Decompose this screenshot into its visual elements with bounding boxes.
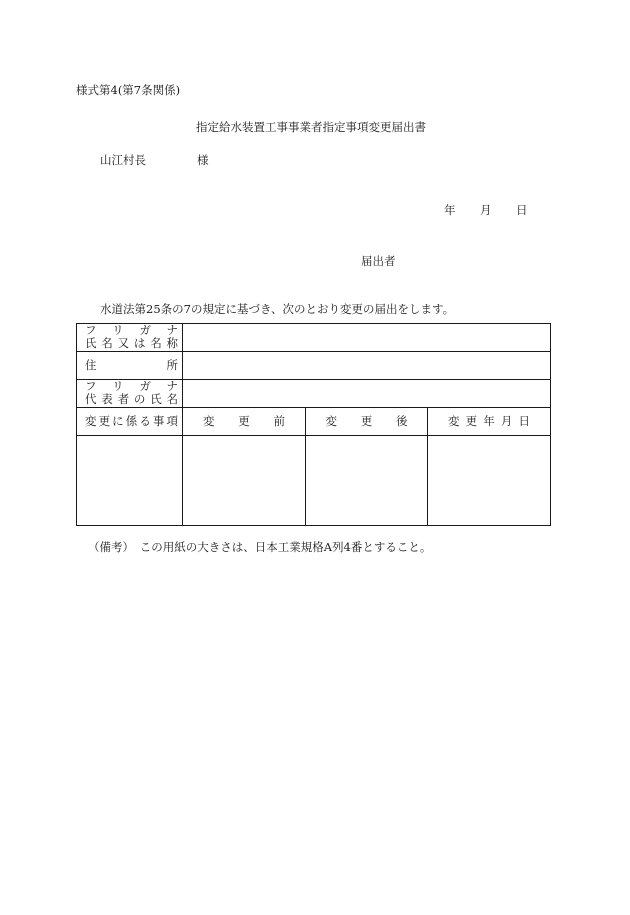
- char: 日: [518, 413, 530, 428]
- document-title: 指定給水装置工事事業者指定事項変更届出書: [196, 120, 426, 134]
- header-after: [306, 408, 428, 436]
- char: 名: [101, 335, 113, 350]
- char: に: [112, 413, 124, 428]
- char: 月: [500, 413, 513, 428]
- char: 係: [125, 413, 138, 428]
- char: フ: [85, 378, 97, 393]
- field-representative[interactable]: [183, 380, 551, 408]
- char: 変: [448, 413, 460, 428]
- row-entry: [77, 436, 551, 526]
- cell-item[interactable]: [77, 436, 183, 526]
- row-representative: [77, 380, 551, 408]
- header-item-text: [85, 415, 178, 429]
- char: 又: [117, 335, 130, 350]
- char: 氏: [150, 391, 162, 406]
- header-before-text: [203, 415, 285, 429]
- char: 名: [150, 335, 162, 350]
- char: リ: [112, 378, 124, 393]
- cell-after[interactable]: [306, 436, 428, 526]
- char: は: [133, 335, 146, 350]
- date-year: 年: [444, 203, 456, 217]
- char: 後: [396, 413, 408, 428]
- char: 者: [117, 391, 130, 406]
- header-before: [183, 408, 306, 436]
- char: 年: [483, 413, 495, 428]
- honorific: 様: [197, 153, 209, 167]
- cell-before[interactable]: [183, 436, 306, 526]
- date-day: 日: [516, 203, 528, 217]
- char: 更: [465, 413, 478, 428]
- char: 項: [166, 413, 178, 428]
- furigana-name: [85, 322, 178, 337]
- char: 更: [98, 413, 111, 428]
- header-date: [428, 408, 551, 436]
- char: 前: [273, 413, 285, 428]
- cell-date[interactable]: [428, 436, 551, 526]
- addressee: 山江村長: [100, 153, 146, 167]
- header-after-text: [326, 415, 408, 429]
- header-item: [77, 408, 183, 436]
- char: リ: [112, 322, 124, 337]
- char: ナ: [166, 378, 178, 393]
- date-line: [444, 205, 528, 217]
- label-name-text: [85, 337, 178, 351]
- notifier-label: 届出者: [361, 254, 396, 268]
- field-address[interactable]: [183, 352, 551, 380]
- label-name: [77, 324, 183, 352]
- char: 更: [360, 413, 373, 428]
- header-date-text: [448, 415, 530, 429]
- field-name[interactable]: [183, 324, 551, 352]
- label-address-text: [85, 359, 178, 373]
- char: 所: [166, 357, 178, 372]
- char: 住: [85, 357, 97, 372]
- intro-text: 水道法第25条の7の規定に基づき、次のとおり変更の届出をします。: [100, 302, 455, 316]
- label-representative-text: [85, 393, 178, 407]
- label-address: [77, 352, 183, 380]
- char: 変: [203, 413, 215, 428]
- char: 名: [166, 391, 178, 406]
- label-representative: [77, 380, 183, 408]
- furigana-representative: [85, 378, 178, 393]
- char: 表: [101, 391, 113, 406]
- char: 変: [85, 413, 97, 428]
- footnote: （備考） この用紙の大きさは、日本工業規格A列4番とすること。: [88, 540, 432, 554]
- char: 事: [152, 413, 165, 428]
- char: ガ: [139, 322, 151, 337]
- notification-table: [76, 323, 551, 526]
- char: 氏: [85, 335, 97, 350]
- char: 代: [85, 391, 97, 406]
- char: ガ: [139, 378, 151, 393]
- char: る: [139, 413, 151, 428]
- row-address: [77, 352, 551, 380]
- char: 変: [325, 413, 337, 428]
- char: 称: [166, 335, 178, 350]
- row-name: [77, 324, 551, 352]
- row-headers: [77, 408, 551, 436]
- date-month: 月: [480, 203, 492, 217]
- form-number: 様式第4(第7条関係): [76, 83, 181, 97]
- char: の: [133, 391, 146, 406]
- char: ナ: [166, 322, 178, 337]
- char: 更: [238, 413, 250, 428]
- char: フ: [85, 322, 97, 337]
